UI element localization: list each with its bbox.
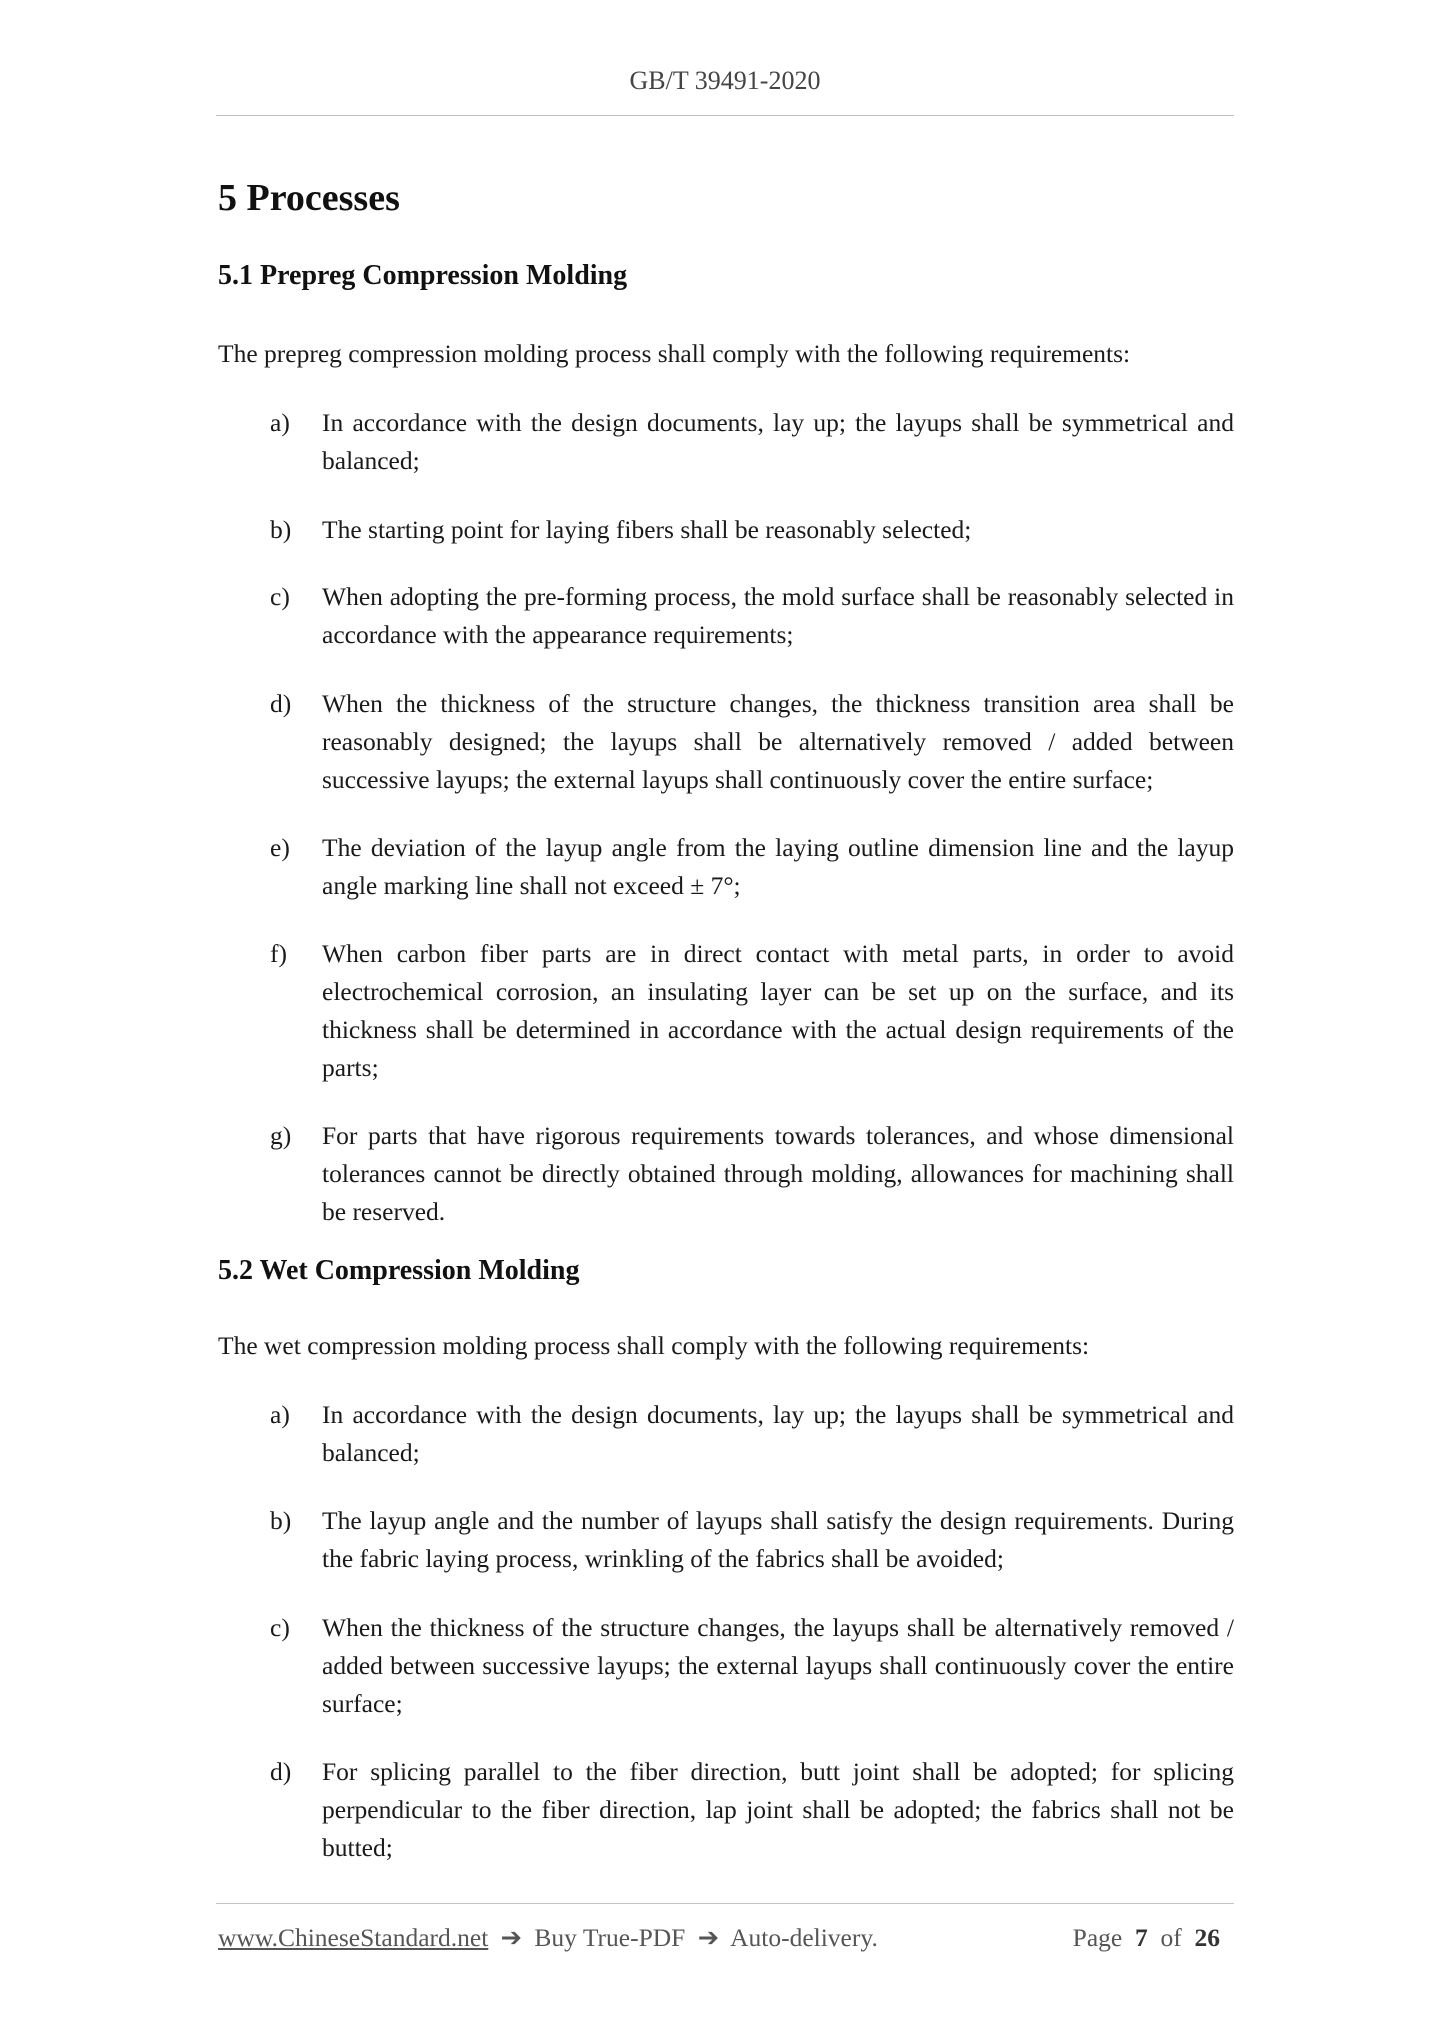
- list-item-text: For parts that have rigorous requirements towards tolerances, and whose dimensional tolerances cannot be directly obtained through molding, allowances for machining shall be reserved.: [322, 1121, 1234, 1226]
- section-intro-5-2: The wet compression molding process shall comply with the following requirements:: [218, 1331, 1090, 1360]
- list-item-text: The deviation of the layup angle from the laying outline dimension line and the layup angle marking line shall not exceed ± 7°;: [322, 833, 1234, 900]
- list-item-text: In accordance with the design documents, lay up; the layups shall be symmetrical and balanced;: [322, 1400, 1234, 1467]
- buy-true-pdf-text: Buy True-PDF: [534, 1923, 686, 1952]
- list-marker: a): [270, 1400, 290, 1429]
- list-marker: b): [270, 1506, 292, 1535]
- list-item-text: When the thickness of the structure changes, the thickness transition area shall be reasonably designed; the layups shall be alternatively removed / added between successive layups; the external layups shall continuously cover the entire surface;: [322, 689, 1234, 794]
- header-divider: [216, 115, 1234, 116]
- list-item-text: The starting point for laying fibers shall be reasonably selected;: [322, 515, 972, 544]
- footer-divider: [216, 1903, 1234, 1904]
- list-marker: a): [270, 408, 290, 437]
- website-link[interactable]: www.ChineseStandard.net: [218, 1923, 489, 1952]
- list-marker: c): [270, 1613, 290, 1642]
- auto-delivery-text: Auto-delivery.: [730, 1923, 878, 1952]
- page-label: Page: [1072, 1923, 1123, 1952]
- list-item-text: When carbon fiber parts are in direct contact with metal parts, in order to avoid electrochemical corrosion, an insulating layer can be set up on the surface, and its thickness shall be determined in accordance with the actual design requirements of the parts;: [322, 939, 1234, 1082]
- section-intro-5-1: The prepreg compression molding process shall comply with the following requirements:: [218, 339, 1131, 368]
- list-item-text: The layup angle and the number of layups shall satisfy the design requirements. During the fabric laying process, wrinkling of the fabrics shall be avoided;: [322, 1506, 1234, 1573]
- list-item-text: When the thickness of the structure changes, the layups shall be alternatively removed / added between successive layups; the external layups shall continuously cover the entire surface;: [322, 1613, 1234, 1718]
- list-marker: c): [270, 582, 290, 611]
- list-marker: f): [270, 939, 287, 968]
- page-current: 7: [1135, 1923, 1148, 1952]
- arrow-right-icon: ➔: [697, 1923, 720, 1952]
- list-marker: g): [270, 1121, 292, 1150]
- list-item-text: In accordance with the design documents, lay up; the layups shall be symmetrical and balanced;: [322, 408, 1234, 475]
- list-marker: d): [270, 689, 292, 718]
- section-heading-5-1: 5.1 Prepreg Compression Molding: [218, 260, 628, 291]
- page-of-label: of: [1160, 1923, 1182, 1952]
- page-footer: [218, 1923, 1234, 1953]
- section-heading-5-2: 5.2 Wet Compression Molding: [218, 1255, 580, 1286]
- standard-code-header: GB/T 39491-2020: [629, 66, 821, 95]
- arrow-right-icon: ➔: [500, 1923, 523, 1952]
- list-item-text: When adopting the pre-forming process, the mold surface shall be reasonably selected in accordance with the appearance requirements;: [322, 582, 1234, 649]
- chapter-title: 5 Processes: [218, 177, 400, 219]
- list-item-text: For splicing parallel to the fiber direction, butt joint shall be adopted; for splicing perpendicular to the fiber direction, lap joint shall be adopted; the fabrics shall not be butted;: [322, 1757, 1234, 1862]
- list-marker: d): [270, 1757, 292, 1786]
- page-total: 26: [1194, 1923, 1220, 1952]
- list-marker: b): [270, 515, 292, 544]
- page-number: [1073, 1923, 1220, 1953]
- list-marker: e): [270, 833, 290, 862]
